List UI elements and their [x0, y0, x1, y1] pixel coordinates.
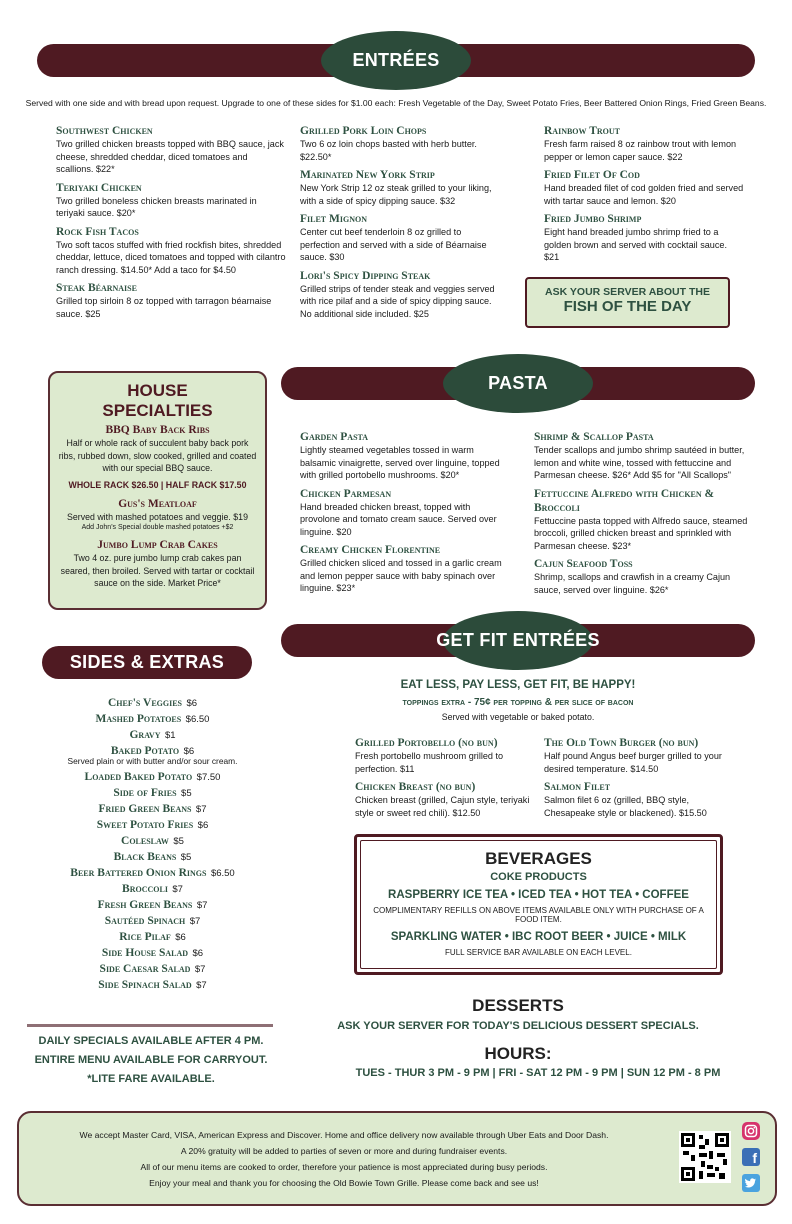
- desserts-text: ASK YOUR SERVER FOR TODAY'S DELICIOUS DESSERT SPECIALS.: [337, 1020, 699, 1032]
- side-item-name: Coleslaw: [121, 835, 169, 847]
- side-item-price: $6: [186, 698, 198, 709]
- side-item-price: $7: [189, 916, 201, 927]
- menu-item: [534, 430, 758, 482]
- side-item: [40, 694, 265, 710]
- menu-item-description: New York Strip 12 oz steak grilled to your liking, with a side of spicy dipping sauce. $32: [300, 183, 492, 206]
- notes-block: [20, 1032, 282, 1089]
- menu-item-description: Lightly steamed vegetables tossed in warm balsamic vinaigrette, served over linguine, topped with grilled portobello mushrooms. $20*: [300, 445, 500, 480]
- menu-item-name: Garden Pasta: [300, 431, 369, 443]
- side-item: [40, 816, 265, 832]
- menu-item-name: Chicken Breast (no bun): [355, 781, 476, 793]
- menu-item: [300, 124, 500, 163]
- menu-item-description: Fettuccine pasta topped with Alfredo sauce, steamed broccoli, grilled chicken breast and sprinkled with Parmesan cheese. $23*: [534, 515, 748, 551]
- sides-banner: [42, 646, 252, 679]
- pasta-title: PASTA: [488, 373, 548, 393]
- entrees-note: Served with one side and with bread upon request. Upgrade to one of these sides for $1.00 each: Fresh Vegetable of the Day, Sweet Potato Fries, Beer Battered Onion Rings, Fried Green Beans.: [25, 98, 767, 108]
- house-item-extra: Add John's Special double mashed potatoes +$2: [81, 524, 234, 531]
- side-item: [40, 726, 265, 742]
- menu-item: [534, 487, 758, 553]
- side-item-name: Side Caesar Salad: [99, 963, 191, 975]
- menu-item-description: Center cut beef tenderloin 8 oz grilled to perfection and served with a side of Béarnaise sauce. $30: [300, 227, 487, 262]
- menu-item-description: Two 6 oz loin chops basted with herb butter. $22.50*: [300, 139, 477, 162]
- sides-title: SIDES & EXTRAS: [69, 652, 225, 672]
- side-item-name: Side Spinach Salad: [98, 979, 192, 991]
- menu-item: [300, 487, 510, 539]
- menu-item-name: Teriyaki Chicken: [56, 181, 142, 194]
- house-item: [50, 497, 265, 532]
- menu-item: [544, 780, 724, 819]
- beverages-title: BEVERAGES: [485, 849, 592, 868]
- side-item-name: Fried Green Beans: [98, 803, 192, 815]
- side-item-price: $7: [194, 964, 206, 975]
- beverages-line-1: RASPBERRY ICE TEA • ICED TEA • HOT TEA • COFFEE: [388, 889, 689, 901]
- house-item-description: Half or whole rack of succulent baby back pork ribs, rubbed down, slow cooked, grilled and coated with our special BBQ sauce.: [58, 438, 257, 473]
- house-item-name: Jumbo Lump Crab Cakes: [97, 539, 218, 551]
- house-item-name: Gus's Meatloaf: [118, 497, 197, 510]
- menu-item-name: Cajun Seafood Toss: [534, 558, 633, 570]
- fish-of-the-day-box: [525, 277, 730, 328]
- house-item-extra: WHOLE RACK $26.50 | HALF RACK $17.50: [68, 479, 247, 490]
- side-item: [40, 800, 265, 816]
- menu-item-description: Fresh portobello mushroom grilled to perfection. $11: [355, 751, 504, 774]
- house-title-2: SPECIALTIES: [102, 401, 213, 420]
- side-item-price: $7: [172, 884, 183, 895]
- side-item-price: $5: [180, 852, 192, 863]
- side-item-name: Sweet Potato Fries: [96, 819, 194, 831]
- pasta-banner: [281, 367, 755, 400]
- side-item-price: $6.50: [210, 868, 235, 879]
- beverages-line-2: SPARKLING WATER • IBC ROOT BEER • JUICE • MILK: [390, 931, 687, 943]
- menu-item: [355, 736, 540, 775]
- side-item-price: $6: [197, 820, 209, 831]
- menu-item: [300, 430, 510, 482]
- side-item: [40, 880, 265, 896]
- side-item-name: Fresh Green Beans: [97, 899, 193, 911]
- side-item-price: $7: [196, 980, 207, 991]
- side-item: [40, 848, 265, 864]
- pasta-column-2: [534, 430, 758, 601]
- side-item-name: Gravy: [129, 729, 161, 741]
- menu-item-description: Chicken breast (grilled, Cajun style, teriyaki style or sweet red chili). $12.50: [355, 795, 530, 818]
- side-item-price: $6.50: [185, 714, 210, 725]
- side-item-name: Side of Fries: [113, 787, 177, 799]
- beverages-box: [354, 834, 723, 975]
- house-items: [50, 423, 265, 590]
- menu-item-description: Fresh farm raised 8 oz rainbow trout with lemon pepper or lemon caper sauce. $22: [544, 139, 737, 162]
- side-item-name: Broccoli: [122, 883, 168, 895]
- menu-item-name: Grilled Pork Loin Chops: [300, 125, 427, 137]
- menu-item-name: Grilled Portobello (no bun): [355, 737, 498, 749]
- side-item: [40, 864, 265, 880]
- entrees-banner: [37, 44, 755, 77]
- side-item-name: Sautéed Spinach: [104, 915, 186, 927]
- side-item: [40, 960, 265, 976]
- menu-item: [300, 543, 510, 595]
- menu-item: [300, 168, 500, 207]
- menu-item-name: Southwest Chicken: [56, 125, 153, 137]
- side-item-price: $6: [175, 932, 186, 943]
- entrees-title: ENTRÉES: [352, 50, 440, 70]
- side-item: [40, 768, 265, 784]
- side-item-name: Mashed Potatoes: [95, 713, 182, 725]
- menu-item-name: Lori's Spicy Dipping Steak: [300, 269, 431, 282]
- menu-item-name: Fettuccine Alfredo with Chicken & Broccoli: [534, 487, 715, 514]
- menu-item-name: Fried Filet Of Cod: [544, 169, 640, 181]
- house-item-name: BBQ Baby Back Ribs: [105, 424, 210, 436]
- menu-item-name: The Old Town Burger (no bun): [544, 737, 699, 749]
- menu-item-name: Steak Béarnaise: [56, 282, 137, 294]
- footer-panel: [17, 1111, 777, 1206]
- menu-item-name: Rock Fish Tacos: [56, 225, 139, 238]
- twitter-icon[interactable]: [742, 1174, 760, 1192]
- side-item: [40, 928, 265, 944]
- beverages-note-1: COMPLIMENTARY REFILLS ON ABOVE ITEMS AVAILABLE ONLY WITH PURCHASE OF A FOOD ITEM.: [373, 906, 704, 924]
- getfit-title: GET FIT ENTRÉES: [436, 630, 600, 650]
- menu-item: [544, 736, 724, 775]
- note-line-1: DAILY SPECIALS AVAILABLE AFTER 4 PM.: [38, 1035, 264, 1047]
- pasta-column-1: [300, 430, 510, 600]
- side-item-name: Chef's Veggies: [107, 697, 182, 709]
- fish-line-1: ASK YOUR SERVER ABOUT THE: [545, 286, 710, 298]
- footer-line-3: All of our menu items are cooked to order, therefore your patience is most appreciated during busy periods.: [140, 1162, 548, 1172]
- side-item-price: $6: [192, 948, 204, 959]
- house-item: [50, 538, 265, 590]
- menu-item-name: Creamy Chicken Florentine: [300, 544, 441, 556]
- side-item: [40, 784, 265, 800]
- instagram-icon[interactable]: [742, 1122, 760, 1140]
- side-item-name: Black Beans: [113, 851, 177, 863]
- menu-item: [56, 281, 286, 320]
- desserts-title: DESSERTS: [472, 996, 564, 1015]
- side-item-price: $5: [173, 836, 184, 847]
- side-item: [40, 944, 265, 960]
- menu-item-description: Salmon filet 6 oz (grilled, BBQ style, Chesapeake style or blackened). $15.50: [544, 795, 707, 818]
- qr-code-icon[interactable]: [679, 1131, 731, 1183]
- side-item-name: Baked Potato: [110, 745, 180, 757]
- footer-text: [79, 1127, 609, 1191]
- side-item-name: Side House Salad: [101, 947, 189, 959]
- entrees-column-1: [56, 124, 286, 325]
- side-item-price: $7.50: [196, 772, 221, 783]
- fish-line-2: FISH OF THE DAY: [563, 298, 692, 315]
- side-item-price: $5: [181, 788, 192, 799]
- menu-item: [544, 168, 744, 207]
- menu-item-description: Hand breaded filet of cod golden fried and served with tartar sauce and lemon. $20: [544, 183, 744, 206]
- menu-item-name: Chicken Parmesan: [300, 487, 392, 500]
- side-item-name: Loaded Baked Potato: [84, 771, 193, 783]
- sides-list: [40, 694, 265, 992]
- entrees-column-3: [544, 124, 744, 269]
- menu-item-name: Fried Jumbo Shrimp: [544, 213, 642, 225]
- menu-item-name: Shrimp & Scallop Pasta: [534, 431, 654, 443]
- menu-item: [56, 124, 286, 176]
- footer-line-1: We accept Master Card, VISA, American Express and Discover. Home and office delivery now available through Uber Eats and Door Dash.: [79, 1130, 609, 1140]
- menu-item-description: Shrimp, scallops and crawfish in a creamy Cajun sauce, served over linguine. $26*: [534, 572, 731, 595]
- side-item: [40, 832, 265, 848]
- menu-item-description: Hand breaded chicken breast, topped with provolone and tomato cream sauce. Served over linguine. $20: [300, 501, 497, 537]
- getfit-toppings: toppings extra - 75¢ per topping & per slice of bacon: [402, 697, 634, 708]
- side-item: [40, 710, 265, 726]
- menu-item: [300, 212, 500, 264]
- note-line-3: *LITE FARE AVAILABLE.: [87, 1073, 215, 1085]
- house-specialties-panel: [48, 371, 267, 610]
- menu-item-description: Eight hand breaded jumbo shrimp fried to a golden brown and served with cocktail sauce. $21: [544, 227, 727, 262]
- menu-item-name: Rainbow Trout: [544, 125, 620, 137]
- getfit-column-1: [355, 736, 540, 824]
- house-item: [50, 423, 265, 490]
- side-item-note: Served plain or with butter and/or sour cream.: [67, 756, 238, 766]
- menu-item: [544, 124, 744, 163]
- menu-item-name: Filet Mignon: [300, 213, 367, 225]
- menu-item: [544, 212, 744, 264]
- getfit-column-2: [544, 736, 724, 824]
- house-title-1: HOUSE: [127, 381, 188, 400]
- house-item-description: Served with mashed potatoes and veggie. $19: [67, 511, 248, 522]
- side-item-price: $7: [195, 804, 207, 815]
- side-item-price: $7: [196, 900, 208, 911]
- menu-item: [534, 557, 758, 596]
- side-item: [40, 912, 265, 928]
- entrees-column-2: [300, 124, 500, 325]
- facebook-icon[interactable]: f: [742, 1148, 760, 1166]
- menu-item: [56, 225, 286, 277]
- menu-item: [300, 269, 500, 321]
- footer-line-2: A 20% gratuity will be added to parties of seven or more and during fundraiser events.: [180, 1146, 508, 1156]
- menu-item-description: Tender scallops and jumbo shrimp sautéed in butter, lemon and white wine, tossed with fettuccine and Parmesan cheese. $26* Add $5 for "All Scallops": [534, 445, 745, 480]
- house-item-description: Two 4 oz. pure jumbo lump crab cakes pan seared, then broiled. Served with tartar or cocktail sauce on the side. Market Price*: [60, 553, 255, 588]
- side-item-name: Rice Pilaf: [119, 931, 171, 943]
- hours-text: TUES - THUR 3 PM - 9 PM | FRI - SAT 12 PM - 9 PM | SUN 12 PM - 8 PM: [355, 1067, 721, 1079]
- menu-item-description: Grilled strips of tender steak and veggies served with rice pilaf and a side of spicy dipping sauce. No additional side included. $25: [300, 283, 495, 319]
- side-item-price: $6: [183, 746, 195, 757]
- menu-item-description: Grilled chicken sliced and tossed in a garlic cream and lemon pepper sauce with baby spinach over linguine. $23*: [300, 558, 502, 593]
- menu-item: [56, 181, 286, 220]
- menu-item-description: Two soft tacos stuffed with fried rockfish bites, shredded cheddar, lettuce, diced tomatoes and topped with cilantro ranch dressing. $14.50* Add a taco for $4.50: [56, 239, 286, 275]
- getfit-banner: [281, 624, 755, 657]
- beverages-note-2: FULL SERVICE BAR AVAILABLE ON EACH LEVEL.: [445, 948, 632, 957]
- side-item-name: Beer Battered Onion Rings: [70, 867, 207, 879]
- menu-item-description: Grilled top sirloin 8 oz topped with tarragon béarnaise sauce. $25: [56, 296, 272, 319]
- side-item: [40, 896, 265, 912]
- menu-item-description: Two grilled chicken breasts topped with BBQ sauce, jack cheese, shredded cheddar, diced tomatoes and scallions. $22*: [56, 139, 284, 174]
- side-item: [40, 976, 265, 992]
- notes-divider: [27, 1024, 273, 1027]
- footer-line-4: Enjoy your meal and thank you for choosing the Old Bowie Town Grille. Please come back and see us!: [149, 1178, 539, 1188]
- menu-item: [355, 780, 540, 819]
- note-line-2: ENTIRE MENU AVAILABLE FOR CARRYOUT.: [34, 1054, 268, 1066]
- beverages-sub: COKE PRODUCTS: [490, 871, 587, 883]
- getfit-slogan: EAT LESS, PAY LESS, GET FIT, BE HAPPY!: [400, 679, 636, 691]
- side-item-price: $1: [164, 730, 176, 741]
- menu-item-name: Salmon Filet: [544, 781, 611, 793]
- hours-title: HOURS:: [484, 1044, 552, 1063]
- menu-item-description: Two grilled boneless chicken breasts marinated in teriyaki sauce. $20*: [56, 195, 257, 218]
- menu-item-name: Marinated New York Strip: [300, 169, 435, 181]
- menu-item-description: Half pound Angus beef burger grilled to your desired temperature. $14.50: [544, 751, 722, 774]
- getfit-served: Served with vegetable or baked potato.: [441, 712, 595, 722]
